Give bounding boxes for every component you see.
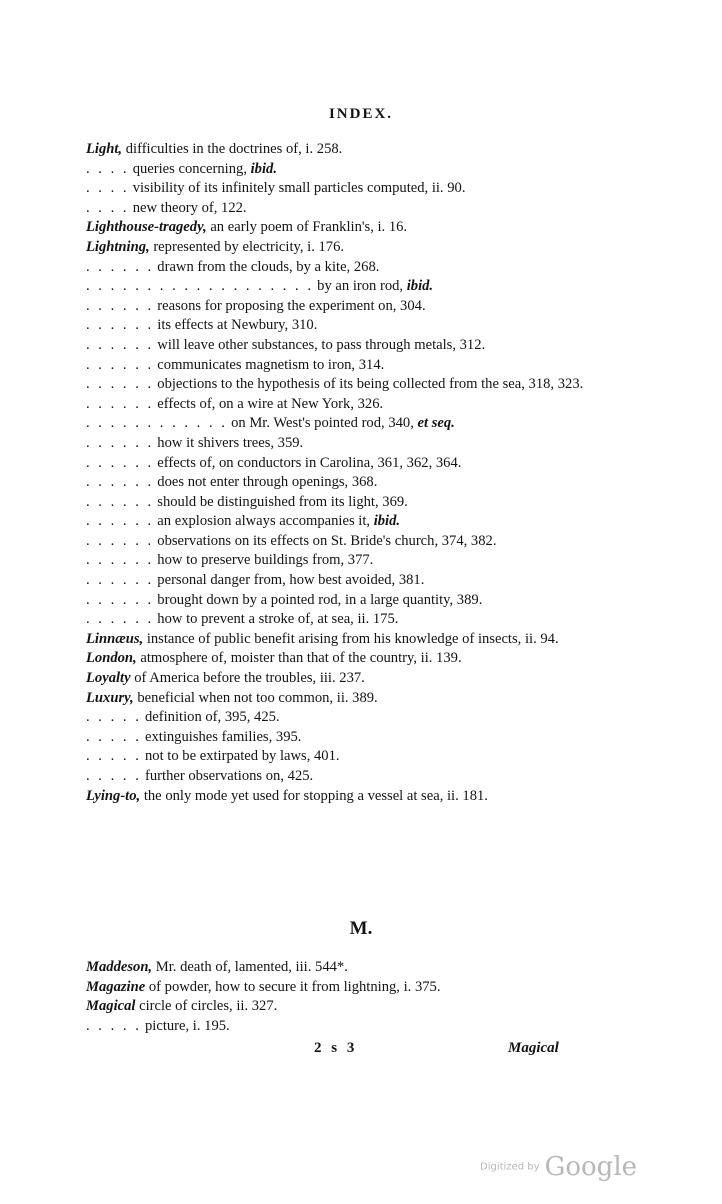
entry-text: new theory of, 122. <box>129 199 247 216</box>
entry-text: objections to the hypothesis of its being collected from the sea, 318, 323. <box>153 376 584 393</box>
entry-text: reasons for proposing the experiment on, 304. <box>153 297 426 314</box>
entry-ditto-dots: . . . . . <box>86 1017 142 1034</box>
entry-text: definition of, 395, 425. <box>141 709 280 726</box>
index-entry <box>86 708 586 728</box>
entry-headword: Linnæus, <box>86 630 144 647</box>
entry-headword: Loyalty <box>86 670 131 687</box>
entry-text: atmosphere of, moister than that of the country, ii. 139. <box>136 650 462 667</box>
entry-ditto-dots: . . . . . . <box>86 532 154 549</box>
index-entry <box>86 356 586 376</box>
index-entry <box>86 238 586 258</box>
index-entry <box>86 512 586 532</box>
entry-text: further observations on, 425. <box>141 768 314 784</box>
entry-italic-ref: et seq. <box>417 415 455 432</box>
entry-headword: Lying-to, <box>86 787 141 804</box>
index-entry <box>86 493 586 513</box>
entry-text: by an iron rod, <box>313 278 407 295</box>
entry-ditto-dots: . . . . <box>86 160 130 177</box>
entry-ditto-dots: . . . . . . <box>86 376 154 393</box>
entry-text: the only mode yet used for stopping a vessel at sea, ii. 181. <box>140 787 488 804</box>
entry-text: effects of, on conductors in Carolina, 361, 362, 364. <box>153 454 462 471</box>
page-header: INDEX. <box>328 106 394 122</box>
index-entry <box>86 787 586 807</box>
entry-text: Mr. death of, lamented, iii. 544*. <box>152 959 348 975</box>
watermark-prefix: Digitized by <box>480 1161 540 1173</box>
index-entry <box>86 532 586 552</box>
index-entry <box>86 297 586 317</box>
entry-ditto-dots: . . . . . <box>86 728 142 745</box>
entry-headword: Lightning, <box>86 238 150 255</box>
index-entry <box>86 747 586 767</box>
index-entry <box>86 610 586 630</box>
entry-ditto-dots: . . . . . . <box>86 591 154 608</box>
index-entry <box>86 336 586 356</box>
entry-text: picture, i. 195. <box>141 1017 230 1034</box>
entry-text: circle of circles, ii. 327. <box>135 998 278 1015</box>
entry-ditto-dots: . . . . . . <box>86 297 154 314</box>
entry-headword: Light, <box>86 141 123 157</box>
index-entry <box>86 277 586 297</box>
entry-text: on Mr. West's pointed rod, 340, <box>227 415 418 432</box>
index-entry <box>86 140 586 160</box>
index-entries-l <box>86 140 586 806</box>
index-entry <box>86 728 586 748</box>
index-entry <box>86 375 586 395</box>
index-entry <box>86 218 586 238</box>
entry-text: how to preserve buildings from, 377. <box>153 552 374 569</box>
index-entry <box>86 997 586 1017</box>
entry-text: drawn from the clouds, by a kite, 268. <box>153 258 380 275</box>
signature-mark: 2 s 3 <box>314 1040 358 1056</box>
entry-text: its effects at Newbury, 310. <box>153 317 318 334</box>
entry-text: effects of, on a wire at New York, 326. <box>153 395 384 412</box>
index-entry <box>86 571 586 591</box>
entry-text: queries concerning, <box>129 160 251 177</box>
entry-text: represented by electricity, i. 176. <box>149 238 345 255</box>
index-entry <box>86 767 586 787</box>
entry-text: visibility of its infinitely small particles computed, ii. 90. <box>129 180 466 197</box>
watermark-logo: Google <box>544 1152 638 1182</box>
index-entry <box>86 669 586 689</box>
entry-headword: Magazine <box>86 978 146 995</box>
entry-italic-ref: ibid. <box>373 513 401 530</box>
entry-text: beneficial when not too common, ii. 389. <box>133 689 378 706</box>
entry-ditto-dots: . . . . . . . . . . . . <box>86 415 228 432</box>
index-entry <box>86 649 586 669</box>
entry-text: will leave other substances, to pass through metals, 312. <box>153 336 486 353</box>
entry-italic-ref: ibid. <box>250 160 277 177</box>
entry-ditto-dots: . . . . . . . . . . . . . . . . . . . <box>86 278 314 295</box>
index-entry <box>86 316 586 336</box>
index-entry <box>86 199 586 219</box>
entry-ditto-dots: . . . . . . <box>86 513 154 530</box>
entry-text: should be distinguished from its light, 369. <box>153 493 408 510</box>
entry-text: extinguishes families, 395. <box>141 728 302 745</box>
index-entry <box>86 434 586 454</box>
index-entry <box>86 630 586 650</box>
index-entry <box>86 414 586 434</box>
index-entry <box>86 258 586 278</box>
entry-ditto-dots: . . . . <box>86 199 130 216</box>
entry-ditto-dots: . . . . . . <box>86 258 154 275</box>
entry-ditto-dots: . . . . . . <box>86 336 154 353</box>
google-watermark <box>480 1152 637 1182</box>
index-entry <box>86 179 586 199</box>
entry-text: how to prevent a stroke of, at sea, ii. 175. <box>153 611 399 628</box>
entry-ditto-dots: . . . . . <box>86 709 142 726</box>
entry-headword: Magical <box>86 998 136 1015</box>
entry-text: instance of public benefit arising from his knowledge of insects, ii. 94. <box>143 630 559 647</box>
index-entry <box>86 473 586 493</box>
entry-ditto-dots: . . . . . . <box>86 356 154 373</box>
index-entry <box>86 454 586 474</box>
entry-ditto-dots: . . . . . . <box>86 552 154 569</box>
entry-ditto-dots: . . . . <box>86 180 130 197</box>
index-entry <box>86 591 586 611</box>
entry-text: personal danger from, how best avoided, 381. <box>153 572 425 589</box>
section-letter-m: M. <box>349 918 373 939</box>
entry-text: of America before the troubles, iii. 237. <box>130 670 365 687</box>
index-entry <box>86 395 586 415</box>
entry-headword: Lighthouse-tragedy, <box>86 219 207 236</box>
entry-ditto-dots: . . . . . . <box>86 572 154 589</box>
entry-headword: London, <box>86 650 137 667</box>
entry-text: how it shivers trees, 359. <box>153 434 304 451</box>
entry-headword: Maddeson, <box>86 959 153 975</box>
entry-text: an explosion always accompanies it, <box>153 513 374 530</box>
entry-ditto-dots: . . . . . . <box>86 434 154 451</box>
entry-ditto-dots: . . . . . <box>86 768 142 784</box>
index-entry <box>86 551 586 571</box>
entry-text: not to be extirpated by laws, 401. <box>141 748 340 765</box>
catchword: Magical <box>508 1040 559 1056</box>
index-entry <box>86 689 586 709</box>
entry-headword: Luxury, <box>86 689 134 706</box>
entry-ditto-dots: . . . . . . <box>86 474 154 491</box>
entry-text: an early poem of Franklin's, i. 16. <box>206 219 408 236</box>
entry-ditto-dots: . . . . . . <box>86 454 154 471</box>
index-entry <box>86 160 586 180</box>
entry-text: brought down by a pointed rod, in a large quantity, 389. <box>153 591 483 608</box>
entry-text: of powder, how to secure it from lightning, i. 375. <box>145 978 441 995</box>
entry-text: observations on its effects on St. Bride's church, 374, 382. <box>153 532 497 549</box>
entry-text: difficulties in the doctrines of, i. 258. <box>122 141 343 157</box>
index-entries-m <box>86 958 586 1036</box>
entry-italic-ref: ibid. <box>406 278 434 295</box>
entry-ditto-dots: . . . . . . <box>86 611 154 628</box>
entry-text: communicates magnetism to iron, 314. <box>153 356 385 373</box>
index-entry <box>86 1017 586 1037</box>
index-entry <box>86 958 586 978</box>
entry-ditto-dots: . . . . . . <box>86 493 154 510</box>
entry-text: does not enter through openings, 368. <box>153 474 378 491</box>
entry-ditto-dots: . . . . . <box>86 748 142 765</box>
index-entry <box>86 978 586 998</box>
entry-ditto-dots: . . . . . . <box>86 395 154 412</box>
entry-ditto-dots: . . . . . . <box>86 317 154 334</box>
